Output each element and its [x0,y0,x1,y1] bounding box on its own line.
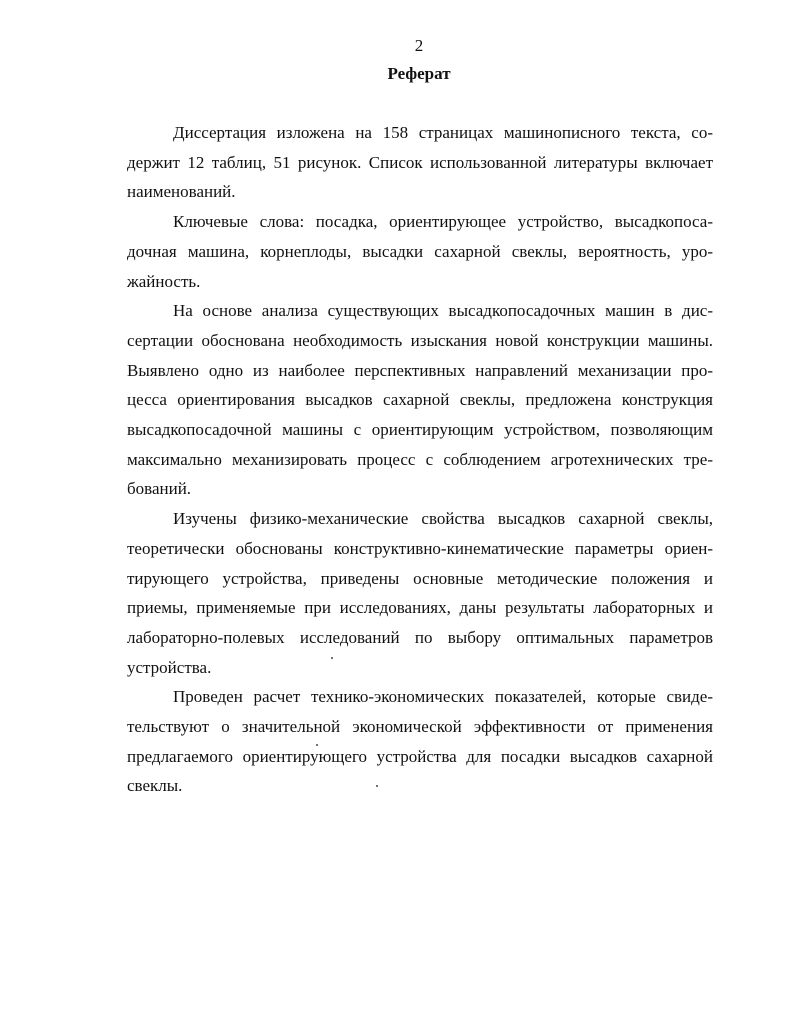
text-line: Выявлено одно из наиболее перспективных направлений механизации про- [127,360,713,380]
text-line: бований. [127,479,192,499]
paragraph-analysis [127,296,713,504]
paragraph-keywords [127,207,713,296]
text-line: тельствуют о значительной экономической эффективности от применения [127,717,713,737]
page-title: Реферат [387,64,451,83]
page-number: 2 [414,36,424,55]
text-line: наименований. [127,182,236,202]
scan-speck [331,657,333,659]
text-line: Изучены физико-механические свойства высадков сахарной свеклы, [173,509,713,529]
text-line: максимально механизировать процесс с соблюдением агротехнических тре- [127,449,713,469]
text-line: дочная машина, корнеплоды, высадки сахарной свеклы, вероятность, уро- [127,241,713,261]
text-line: жайность. [127,271,201,291]
text-line: предлагаемого ориентирующего устройства для посадки высадков сахарной [127,746,713,766]
text-line: теоретически обоснованы конструктивно-кинематические параметры ориен- [127,538,713,558]
text-line: свеклы. [127,776,183,796]
abstract-body [127,118,713,801]
text-line: На основе анализа существующих высадкопосадочных машин в дис- [173,301,713,321]
scan-speck [316,744,318,746]
text-line: Проведен расчет технико-экономических показателей, которые свиде- [173,687,713,707]
text-line: тирующего устройства, приведены основные методические положения и [127,568,713,588]
text-line: цесса ориентирования высадков сахарной свеклы, предложена конструкция [127,390,713,410]
text-line: Диссертация изложена на 158 страницах машинописного текста, со- [173,123,713,142]
text-line: Ключевые слова: посадка, ориентирующее устройство, высадкопоса- [173,212,713,232]
text-line: устройства. [127,657,212,677]
text-line: лабораторно-полевых исследований по выбору оптимальных параметров [127,627,713,647]
paragraph-scope [127,118,713,207]
scan-speck [376,785,378,787]
text-line: держит 12 таблиц, 51 рисунок. Список использованной литературы включает [127,152,713,172]
text-line: высадкопосадочной машины с ориентирующим устройством, позволяющим [127,420,713,440]
text-line: сертации обоснована необходимость изыскания новой конструкции машины. [127,330,713,350]
paragraph-economics [127,682,713,801]
text-line: приемы, применяемые при исследованиях, даны результаты лабораторных и [127,598,713,618]
paragraph-research [127,504,713,682]
